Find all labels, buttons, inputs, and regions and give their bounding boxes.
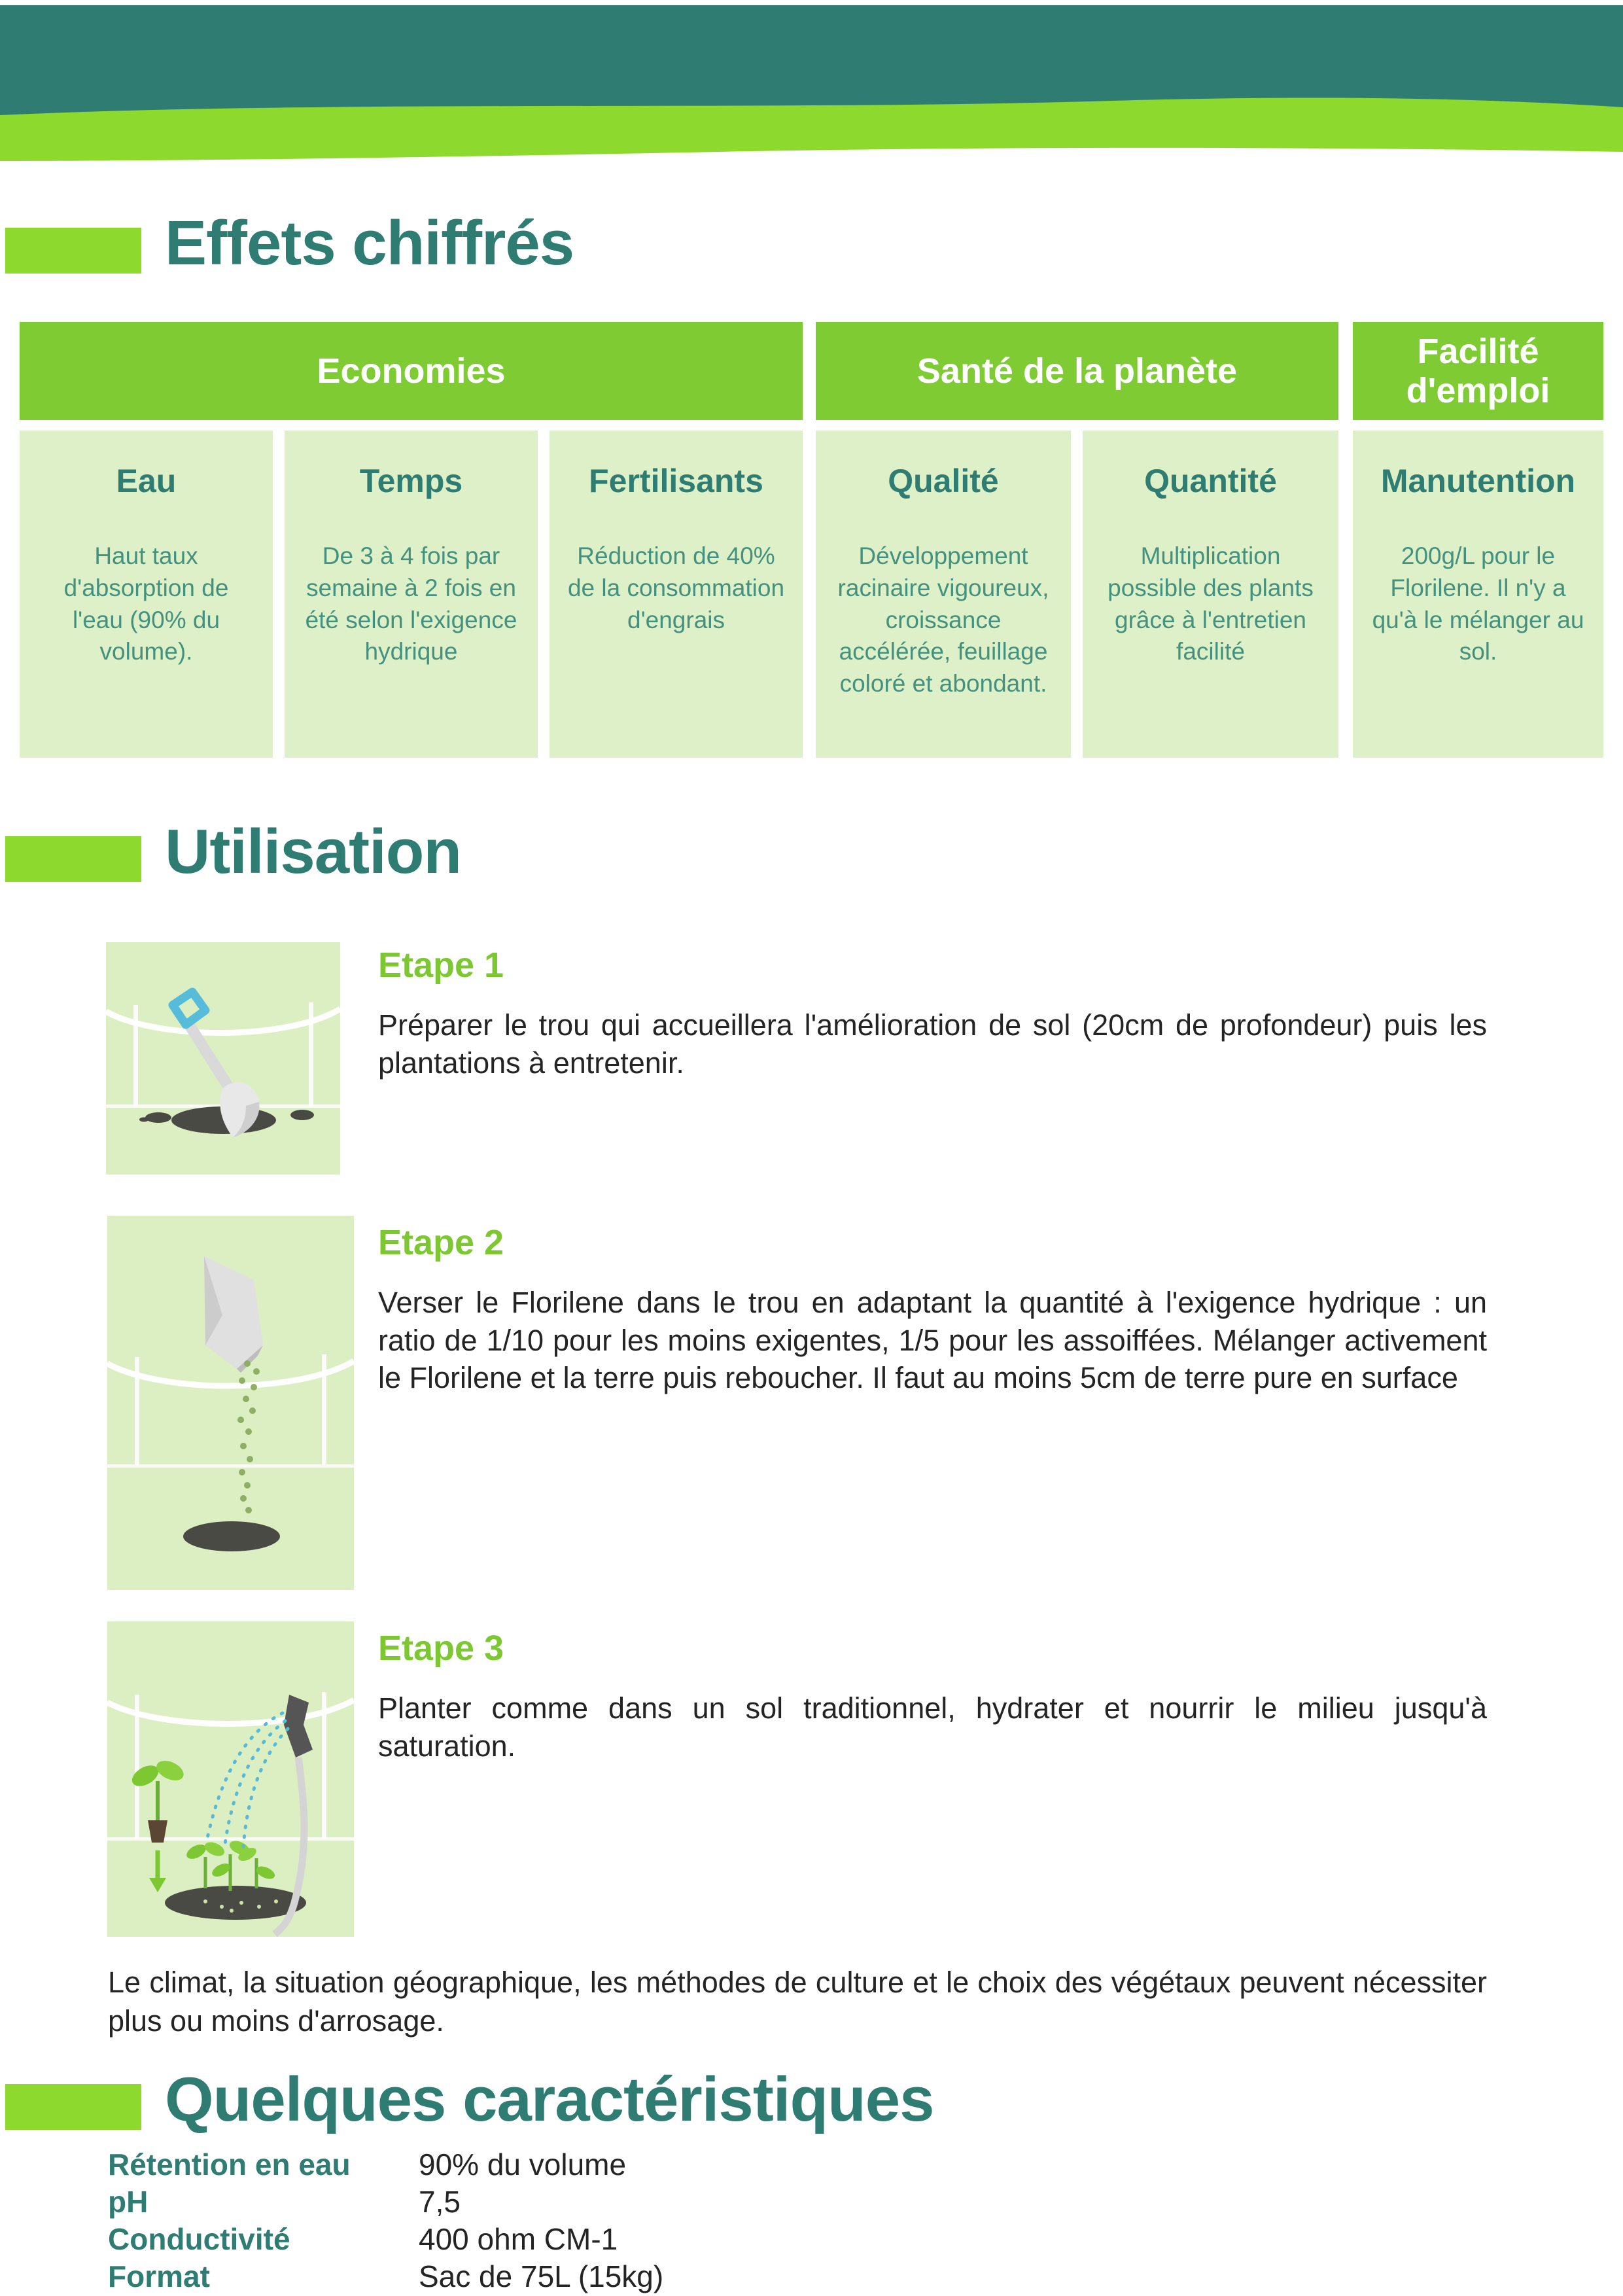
group-header-facilite-emploi: Facilité d'emploi xyxy=(1353,322,1603,420)
shovel-hole-illustration xyxy=(106,942,340,1174)
section-marker-bar xyxy=(5,2084,141,2130)
cell-header-quantite: Quantité xyxy=(1144,463,1277,499)
rock-icon xyxy=(290,1110,314,1120)
characteristics-list xyxy=(108,2148,1024,2296)
cell-body-quantite: Multiplication possible des plants grâce à l'entretien facilité xyxy=(1108,542,1314,665)
characteristic-label: Conductivité xyxy=(108,2222,290,2256)
group-header-economies: Economies xyxy=(20,322,803,420)
rock-icon xyxy=(139,1118,148,1122)
cell-body-qualite: Développement racinaire vigoureux, croissance accélérée, feuillage coloré et abondant. xyxy=(837,542,1049,698)
cell-header-temps: Temps xyxy=(359,463,463,499)
step2-title: Etape 2 xyxy=(378,1223,504,1262)
cell-header-eau: Eau xyxy=(116,463,177,499)
cell-header-manutention: Manutention xyxy=(1380,463,1576,499)
step2-text: Verser le Florilene dans le trou en adaptant la quantité à l'exigence hydrique : un ratio de 1/10 pour les moins exigentes, 1/5 pour les assoiffées. Mélanger activement le Florilene et la terre puis reboucher. Il faut au moins 5cm de terre pure en surface xyxy=(378,1286,1487,1395)
rock-icon xyxy=(145,1112,171,1123)
table-cell-temps xyxy=(285,431,538,758)
pouring-bag-illustration xyxy=(107,1216,354,1590)
characteristic-label: Rétention en eau xyxy=(108,2147,351,2181)
characteristic-row xyxy=(108,2223,1024,2260)
table-cell-manutention xyxy=(1353,431,1603,758)
cell-body-eau: Haut taux d'absorption de l'eau (90% du volume). xyxy=(63,542,229,665)
table-cell-qualite xyxy=(816,431,1071,758)
characteristic-label: Format xyxy=(108,2259,210,2293)
group-header-sante-planete: Santé de la planète xyxy=(816,322,1338,420)
table-cell-eau xyxy=(20,431,273,758)
characteristic-value: 7,5 xyxy=(419,2185,461,2219)
section-title-effets: Effets chiffrés xyxy=(165,208,574,278)
characteristic-value: Sac de 75L (15kg) xyxy=(419,2259,664,2293)
step3-text: Planter comme dans un sol traditionnel, hydrater et nourrir le milieu jusqu'à saturation. xyxy=(378,1691,1487,1763)
watering-seedlings-illustration xyxy=(107,1621,354,1937)
step1-title: Etape 1 xyxy=(378,945,504,985)
ground-line xyxy=(107,1837,354,1841)
cell-body-manutention: 200g/L pour le Florilene. Il n'y a qu'à le mélanger au sol. xyxy=(1372,542,1584,665)
section-marker-bar xyxy=(5,836,141,882)
cell-body-temps: De 3 à 4 fois par semaine à 2 fois en été selon l'exigence hydrique xyxy=(305,542,517,665)
table-cell-fertilisants xyxy=(550,431,803,758)
cell-body-fertilisants: Réduction de 40% de la consommation d'engrais xyxy=(567,542,785,633)
characteristic-label: pH xyxy=(108,2185,148,2219)
header-wave-banner xyxy=(0,0,1623,177)
section-title-utilisation: Utilisation xyxy=(165,817,462,887)
characteristic-row xyxy=(108,2148,1024,2185)
cell-header-fertilisants: Fertilisants xyxy=(589,463,763,499)
ground-line xyxy=(107,1464,354,1468)
section-marker-bar xyxy=(5,228,141,274)
characteristic-row xyxy=(108,2185,1024,2223)
step1-text: Préparer le trou qui accueillera l'amélioration de sol (20cm de profondeur) puis les plantations à entretenir. xyxy=(378,1008,1487,1080)
section-title-caracteristiques: Quelques caractéristiques xyxy=(165,2064,934,2134)
soil-icon xyxy=(165,1886,306,1920)
step3-title: Etape 3 xyxy=(378,1629,504,1668)
table-cell-quantite xyxy=(1083,431,1338,758)
cell-header-qualite: Qualité xyxy=(888,463,999,499)
characteristic-row xyxy=(108,2260,1024,2296)
characteristic-value: 90% du volume xyxy=(419,2147,627,2181)
hole-icon xyxy=(183,1521,280,1551)
characteristic-value: 400 ohm CM-1 xyxy=(419,2222,618,2256)
climate-note: Le climat, la situation géographique, les méthodes de culture et le choix des végétaux peuvent nécessiter plus ou moins d'arrosage. xyxy=(108,1966,1487,2038)
